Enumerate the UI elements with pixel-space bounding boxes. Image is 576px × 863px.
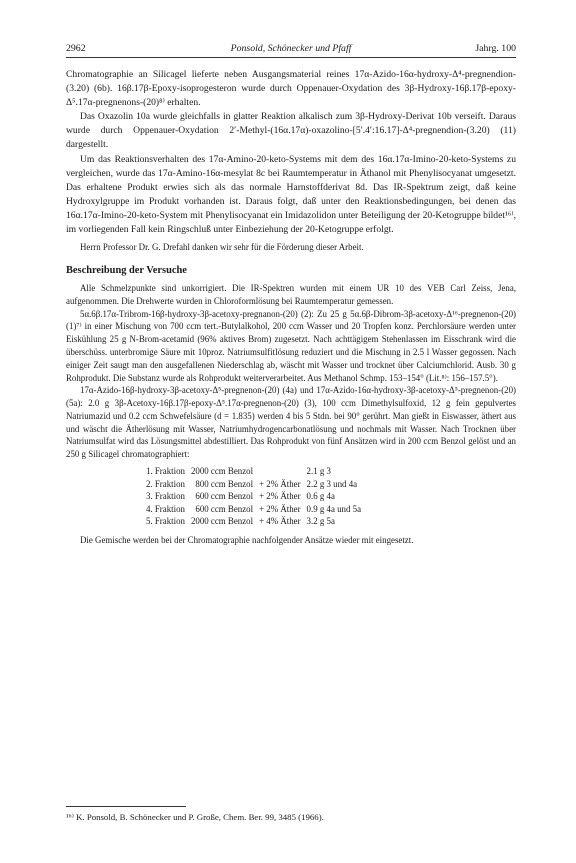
footnote-divider (66, 806, 186, 807)
closing-remark: Die Gemische werden bei der Chromatographie nachfolgender Ansätze wieder mit eingesetzt. (80, 535, 414, 546)
running-authors: Ponsold, Schönecker und Pfaff (230, 43, 352, 54)
fraction-solvent: + 2% Äther (259, 503, 301, 514)
experimental-general: Alle Schmelzpunkte sind unkorrigiert. Die IR-Spektren wurden mit einem UR 10 des VEB Carl Zeiss, Jena, aufgenommen. Die Drehwerte wurden in Chloroformlösung bei Raumtemperatur gemessen. (66, 282, 516, 306)
fraction-label: 4. Fraktion (146, 503, 185, 514)
fraction-solvent: + 4% Äther (259, 516, 301, 527)
running-header (66, 43, 516, 58)
fraction-row (146, 478, 367, 491)
footnote-16: ¹⁶⁾ K. Ponsold, B. Schönecker und P. Große, Chem. Ber. 99, 3485 (1966). (66, 812, 324, 822)
paragraph-oxazolin: Das Oxazolin 10a wurde gleichfalls in glatter Reaktion alkalisch zum 3β-Hydroxy-Derivat 10b verseift. Daraus wurde durch Oppenauer-Oxydation 2′-Methyl-(16α.17α)-oxazolino-[5′.4′:16.17]-Δ⁴-pregnendion-(3.20) (11) dargestellt. (66, 111, 516, 151)
fraction-volume: 600 ccm Benzol (195, 503, 254, 514)
section-title: Beschreibung der Versuche (66, 264, 187, 276)
acknowledgement: Herrn Professor Dr. G. Drefahl danken wir sehr für die Förderung dieser Arbeit. (80, 242, 364, 253)
paragraph-chromatographie: Chromatographie an Silicagel lieferte neben Ausgangsmaterial reines 17α-Azido-16α-hydroxy-Δ⁴-pregnendion-(3.20) (6b). 16β.17β-Epoxy-isoprogesteron wurde durch Oppenauer-Oxydation des 3β-Hydroxy-16β.17β-epoxy-Δ⁵.17α-pregnenons-(20)⁸⁾ erhalten. (66, 69, 516, 109)
fraction-result: 2.1 g 3 (306, 466, 331, 477)
fraction-row (146, 515, 367, 528)
fraction-label: 1. Fraktion (146, 466, 185, 477)
fraction-volume: 2000 ccm Benzol (190, 466, 254, 477)
fraction-solvent (259, 465, 306, 478)
fraction-row (146, 490, 367, 503)
fraction-result: 0.6 g 4a (306, 491, 335, 502)
fraction-result: 2.2 g 3 und 4a (306, 478, 358, 489)
fraction-volume: 2000 ccm Benzol (190, 516, 254, 527)
fraction-volume: 800 ccm Benzol (195, 478, 254, 489)
fraction-solvent: + 2% Äther (259, 478, 301, 489)
fraction-row (146, 465, 367, 478)
fractions-table (146, 465, 367, 528)
fraction-result: 0.9 g 4a und 5a (306, 503, 362, 514)
journal-volume: Jahrg. 100 (475, 43, 516, 54)
experimental-compound-2: 5α.6β.17α-Tribrom-16β-hydroxy-3β-acetoxy-pregnanon-(20) (2): Zu 25 g 5α.6β-Dibrom-3β-acetoxy-Δ¹⁶-pregnenon-(20) (1)⁷⁾ in einer Mischung von 700 ccm tert.-Butylalkohol, 200 ccm Wasser und 20 Tropfen konz. Perchlorsäure werden unter Eiskühlung 25 g N-Brom-acetamid (96% aktives Brom) zugesetzt. Nach achttägigem Stehenlassen im Eisschrank wird die überschüss. unterbromige Säure mit 10proz. Natriumsulfitlösung reduziert und die Mischung in 2.5 l Wasser gegossen. Nach einiger Zeit saugt man den ausgefallenen Niederschlag ab, wäscht mit Wasser und trocknet über Calciumchlorid. Ausb. 30 g Rohprodukt. Die Substanz wurde als Rohprodukt weiterverarbeitet. Aus Methanol Schmp. 153–154° (Lit.⁸⁾: 156–157.5°). (66, 308, 516, 383)
fraction-volume: 600 ccm Benzol (195, 491, 254, 502)
fraction-result: 3.2 g 5a (306, 516, 335, 527)
fraction-solvent: + 2% Äther (259, 491, 301, 502)
fraction-row (146, 503, 367, 516)
experimental-compound-4a-5a: 17α-Azido-16β-hydroxy-3β-acetoxy-Δ⁵-pregnenon-(20) (4a) und 17α-Azido-16α-hydroxy-3β-acetoxy-Δ⁵-pregnenon-(20) (5a): 2.0 g 3β-Acetoxy-16β.17β-epoxy-Δ⁵.17α-pregnenon-(20) (3), 100 ccm Dimethylsulfoxid, 12 g fein gepulvertes Natriumazid und 0.2 ccm Schwefelsäure (d = 1.835) werden 4 bis 5 Stdn. bei 90° gerührt. Man gießt in Eiswasser, äthert aus und wäscht die Ätherlösung mit Wasser, Natriumhydrogencarbonatlösung und nochmals mit Wasser. Nach Trocknen über Natriumsulfat wird das Lösungsmittel abdestilliert. Das Rohprodukt von fünf Ansätzen wird in 200 ccm Benzol gelöst und an 250 g Silicagel chromatographiert: (66, 385, 516, 460)
page-number: 2962 (66, 43, 86, 54)
fraction-label: 5. Fraktion (146, 516, 185, 527)
paragraph-reaktionsverhalten: Um das Reaktionsverhalten des 17α-Amino-20-keto-Systems mit dem des 16α.17α-Imino-20-keto-Systems zu vergleichen, wurde das 17α-Amino-16α-mesylat 8c bei Raumtemperatur in Äthanol mit Phenylisocyanat umgesetzt. Das erhaltene Produkt erwies sich als das normale Harnstoffderivat 8d. Das IR-Spektrum zeigt, daß keine Hydroxylgruppe im Produkt vorhanden ist. Daraus folgt, daß unter den Reaktionsbedingungen, bei denen das 16α.17α-Imino-20-keto-System mit Phenylisocyanat ein Imidazolidon unter Beteiligung der 20-Ketogruppe bildet¹⁶⁾, im vorliegenden Fall kein Ringschluß unter Einbeziehung der 20-Ketogruppe erfolgt. (66, 153, 516, 236)
fraction-label: 3. Fraktion (146, 491, 185, 502)
article-body (66, 68, 516, 547)
fraction-label: 2. Fraktion (146, 478, 185, 489)
